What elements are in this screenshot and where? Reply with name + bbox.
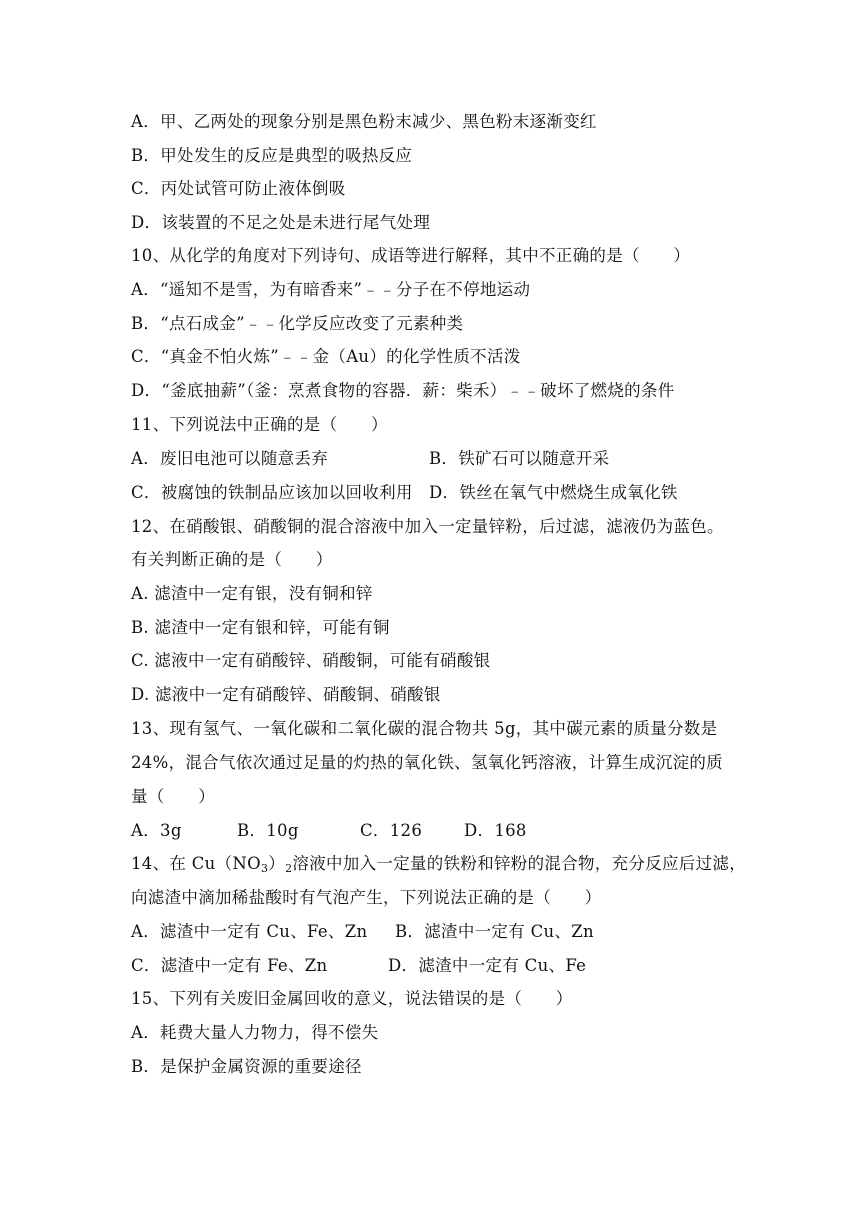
q14-subscript-2: 2 xyxy=(285,862,293,875)
q13-stem-line1: 13、现有氢气、一氧化碳和二氧化碳的混合物共 5g，其中碳元素的质量分数是 xyxy=(131,719,718,738)
q12-option-d: D. 滤液中一定有硝酸锌、硝酸铜、硝酸银 xyxy=(131,685,441,704)
q10-option-b: B．“点石成金”﹣﹣化学反应改变了元素种类 xyxy=(131,314,464,333)
q12-stem-line2: 有关判断正确的是（ ） xyxy=(131,550,333,569)
q11-option-a: A．废旧电池可以随意丢弃 xyxy=(131,449,329,468)
q10-stem: 10、从化学的角度对下列诗句、成语等进行解释，其中不正确的是（ ） xyxy=(131,246,691,265)
q14-option-b: B．滤渣中一定有 Cu、Zn xyxy=(395,922,594,941)
q14-option-a: A．滤渣中一定有 Cu、Fe、Zn xyxy=(131,922,368,941)
q12-option-b: B. 滤渣中一定有银和锌，可能有铜 xyxy=(131,618,390,637)
q15-option-b: B．是保护金属资源的重要途径 xyxy=(131,1057,362,1076)
q11-option-d: D．铁丝在氧气中燃烧生成氧化铁 xyxy=(429,483,678,502)
q14-stem-pre: 14、在 Cu（NO xyxy=(131,854,261,873)
q13-option-c: C．126 xyxy=(360,821,423,840)
q14-subscript-3: 3 xyxy=(260,862,269,875)
q10-option-a: A．“遥知不是雪，为有暗香来”﹣﹣分子在不停地运动 xyxy=(131,280,531,299)
q13-stem-line2: 24%，混合气依次通过足量的灼热的氧化铁、氢氧化钙溶液，计算生成沉淀的质 xyxy=(131,753,723,772)
q14-stem-line1 xyxy=(131,853,746,875)
q13-option-a: A．3g xyxy=(131,821,182,840)
q15-stem: 15、下列有关废旧金属回收的意义，说法错误的是（ ） xyxy=(131,989,573,1008)
q9-option-a: A．甲、乙两处的现象分别是黑色粉末减少、黑色粉末逐渐变红 xyxy=(131,112,597,131)
q14-stem-post: 溶液中加入一定量的铁粉和锌粉的混合物，充分反应后过滤， xyxy=(292,854,747,873)
q14-stem-line2: 向滤渣中滴加稀盐酸时有气泡产生，下列说法正确的是（ ） xyxy=(131,888,602,907)
q14-stem-mid: ） xyxy=(268,854,286,873)
q10-option-d: D．“釜底抽薪”（釜：烹煮食物的容器．薪：柴禾）﹣﹣破坏了燃烧的条件 xyxy=(131,381,675,400)
q12-option-a: A. 滤渣中一定有银，没有铜和锌 xyxy=(131,584,373,603)
q14-option-c: C．滤渣中一定有 Fe、Zn xyxy=(131,956,328,975)
q10-option-c: C．“真金不怕火炼”﹣﹣金（Au）的化学性质不活泼 xyxy=(131,347,521,366)
q13-option-b: B．10g xyxy=(237,821,299,840)
q13-stem-line3: 量（ ） xyxy=(131,787,215,806)
q15-option-a: A．耗费大量人力物力，得不偿失 xyxy=(131,1023,379,1042)
q11-option-b: B．铁矿石可以随意开采 xyxy=(429,449,610,468)
q9-option-d: D．该装置的不足之处是未进行尾气处理 xyxy=(131,213,431,232)
q11-option-c: C．被腐蚀的铁制品应该加以回收利用 xyxy=(131,483,413,502)
q13-option-d: D．168 xyxy=(464,821,527,840)
q9-option-c: C．丙处试管可防止液体倒吸 xyxy=(131,179,346,198)
q12-option-c: C. 滤液中一定有硝酸锌、硝酸铜，可能有硝酸银 xyxy=(131,651,491,670)
q11-stem: 11、下列说法中正确的是（ ） xyxy=(131,415,388,434)
q12-stem-line1: 12、在硝酸银、硝酸铜的混合溶液中加入一定量锌粉，后过滤，滤液仍为蓝色。 xyxy=(131,517,724,536)
q14-option-d: D．滤渣中一定有 Cu、Fe xyxy=(388,956,587,975)
q9-option-b: B．甲处发生的反应是典型的吸热反应 xyxy=(131,146,413,165)
